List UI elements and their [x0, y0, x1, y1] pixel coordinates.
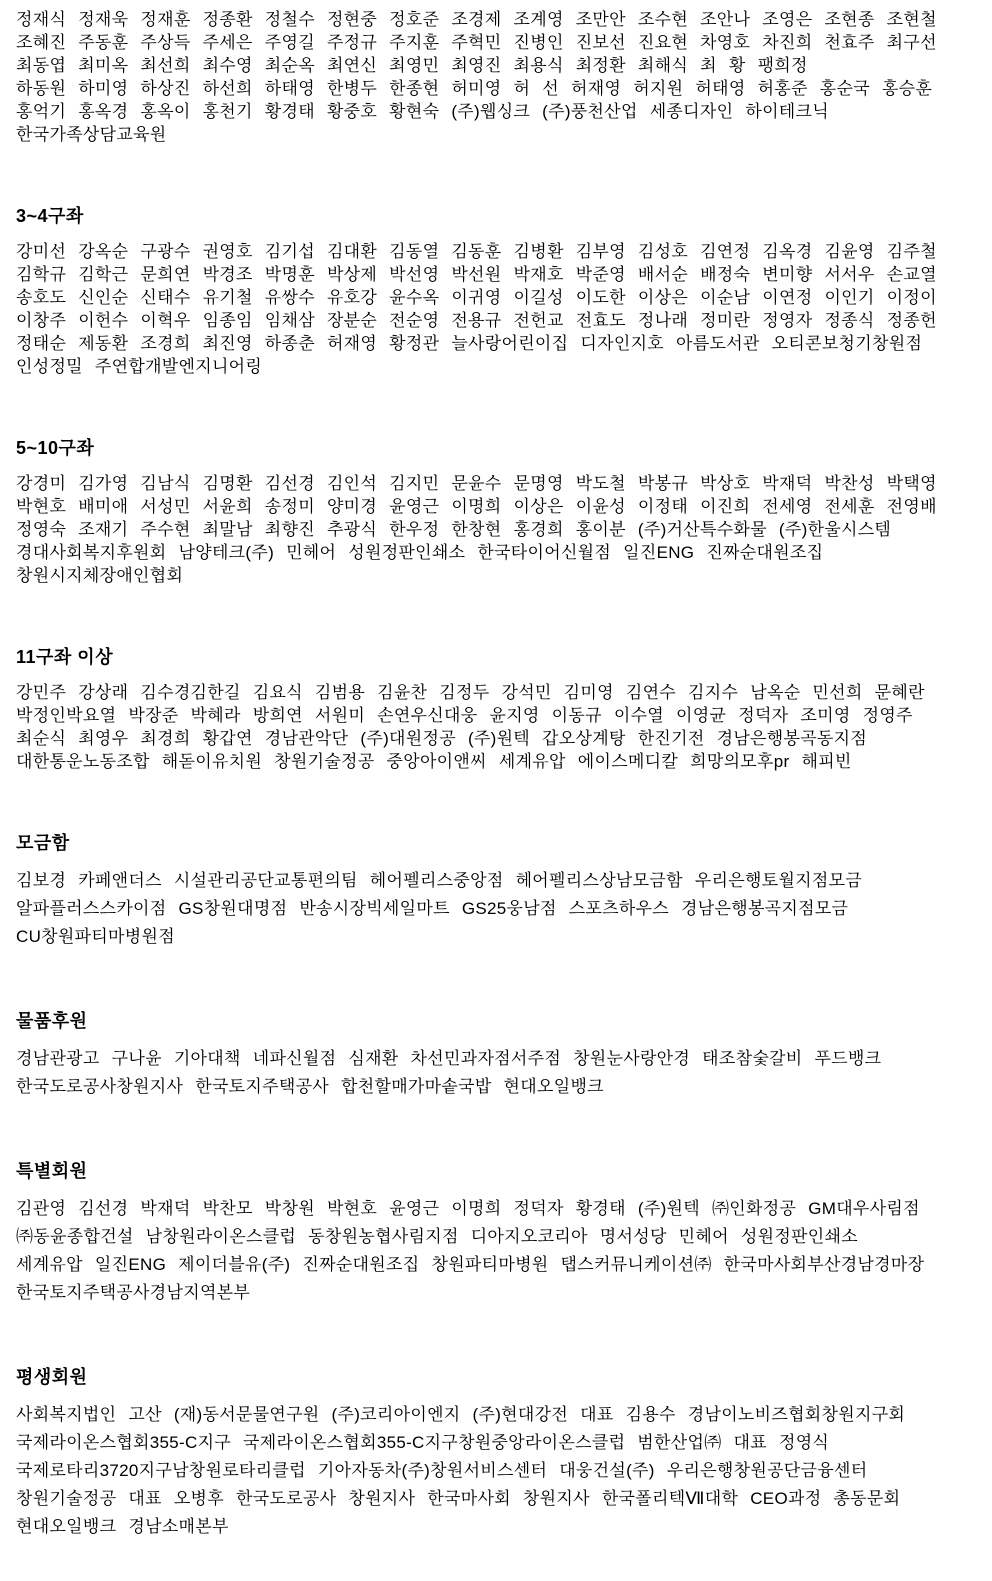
section-3-4-gujwa [16, 202, 982, 378]
donor-line: 사회복지법인 고산 (재)동서문물연구원 (주)코리아이엔지 (주)현대강전 대표 김용수 경남이노비즈협회창원지구회 [16, 1405, 906, 1424]
donor-line: 최순식 최영우 최경희 황갑연 경남관악단 (주)대원정공 (주)원텍 갑오상계탕 한진기전 경남은행봉곡동지점 [16, 729, 868, 748]
donor-line: 홍억기 홍옥경 홍옥이 홍천기 황경태 황중호 황현숙 (주)웹싱크 (주)풍천산업 세종디자인 하이테크닉 [16, 102, 829, 121]
section-heading: 평생회원 [16, 1367, 88, 1387]
donor-line: 박현호 배미애 서성민 서윤희 송정미 양미경 윤영근 이명희 이상은 이윤성 이정태 이진희 전세영 전세훈 전영배 [16, 497, 937, 516]
donor-line: 최동엽 최미옥 최선희 최수영 최순옥 최연신 최영민 최영진 최용식 최정환 최해식 최 황 팽희정 [16, 56, 808, 75]
donor-line: ㈜동윤종합건설 남창원라이온스클럽 동창원농협사림지점 디아지오코리아 명서성당 민헤어 성원정판인쇄소 [16, 1227, 858, 1246]
donor-line: 경대사회복지후원회 남양테크(주) 민헤어 성원정판인쇄소 한국타이어신월점 일진ENG 진짜순대원조집 [16, 543, 824, 562]
donor-line: 창원시지체장애인협회 [16, 566, 184, 585]
donor-line: 한국가족상담교육원 [16, 125, 167, 144]
donor-line: 대한통운노동조합 해돋이유치원 창원기술정공 중앙아이앤씨 세계유압 에이스메디칼 희망의모후pr 해피빈 [16, 752, 852, 771]
section-5-10-gujwa [16, 434, 982, 587]
section-mulpum-huwon [16, 1007, 982, 1101]
section-pyeongsaeng-hoewon [16, 1363, 982, 1541]
donor-line: 박정인박요열 박장준 박혜라 방희연 서원미 손연우신대웅 윤지영 이동규 이수열 이영균 정덕자 조미영 정영주 [16, 706, 913, 725]
donor-line: CU창원파티마병원점 [16, 927, 175, 946]
donor-line: 김보경 카페앤더스 시설관리공단교통편의팀 헤어펠리스중앙점 헤어펠리스상남모금함 우리은행토월지점모금 [16, 871, 863, 890]
donor-line: 한국도로공사창원지사 한국토지주택공사 합천할매가마솥국밥 현대오일뱅크 [16, 1077, 604, 1096]
section-continued-name-list [16, 8, 982, 146]
donor-line: 인성정밀 주연합개발엔지니어링 [16, 357, 263, 376]
donor-line: 정영숙 조재기 주수현 최말남 최향진 추광식 한우정 한창현 홍경희 홍이분 (주)거산특수화물 (주)한울시스템 [16, 520, 892, 539]
donor-line: 국제로타리3720지구남창원로타리클럽 기아자동차(주)창원서비스센터 대웅건설(주) 우리은행창원공단금융센터 [16, 1461, 868, 1480]
section-heading: 3~4구좌 [16, 206, 84, 226]
donor-line: 알파플러스스카이점 GS창원대명점 반송시장빅세일마트 GS25웅남점 스포츠하우스 경남은행봉곡지점모금 [16, 899, 849, 918]
section-heading: 5~10구좌 [16, 438, 95, 458]
section-heading: 특별회원 [16, 1161, 88, 1181]
donor-line: 현대오일뱅크 경남소매본부 [16, 1517, 229, 1536]
donor-line: 강민주 강상래 김수경김한길 김요식 김범용 김윤찬 김정두 강석민 김미영 김연수 김지수 남옥순 민선희 문혜란 [16, 683, 925, 702]
donor-line: 국제라이온스협회355-C지구 국제라이온스협회355-C지구창원중앙라이온스클럽 범한산업㈜ 대표 정영식 [16, 1433, 830, 1452]
section-heading: 물품후원 [16, 1011, 88, 1031]
donor-line: 하동원 하미영 하상진 하선희 하태영 한병두 한종현 허미영 허 선 허재영 허지원 허태영 허홍준 홍순국 홍승훈 [16, 79, 933, 98]
donor-line: 이창주 이헌수 이혁우 임종임 임채삼 장분순 전순영 전용규 전헌교 전효도 정나래 정미란 정영자 정종식 정종헌 [16, 311, 937, 330]
donor-line: 정태순 제동환 조경희 최진영 하종춘 허재영 황정관 늘사랑어린이집 디자인지호 아름도서관 오티콘보청기창원점 [16, 334, 923, 353]
donor-line: 김학규 김학근 문희연 박경조 박명훈 박상제 박선영 박선원 박재호 박준영 배서순 배정숙 변미향 서서우 손교열 [16, 265, 937, 284]
section-mogeumham [16, 829, 982, 951]
donor-line: 세계유압 일진ENG 제이더블유(주) 진짜순대원조집 창원파티마병원 탭스커뮤니케이션㈜ 한국마사회부산경남경마장 [16, 1255, 925, 1274]
donor-line: 김관영 김선경 박재덕 박찬모 박창원 박현호 윤영근 이명희 정덕자 황경태 (주)원텍 ㈜인화정공 GM대우사림점 [16, 1199, 920, 1218]
section-heading: 모금함 [16, 833, 70, 853]
section-teukbyeol-hoewon [16, 1157, 982, 1307]
donor-line: 강미선 강옥순 구광수 권영호 김기섭 김대환 김동열 김동훈 김병환 김부영 김성호 김연정 김옥경 김윤영 김주철 [16, 242, 937, 261]
section-heading: 11구좌 이상 [16, 647, 114, 667]
donor-line: 송호도 신인순 신태수 유기철 유쌍수 유호강 윤수옥 이귀영 이길성 이도한 이상은 이순남 이연정 이인기 이정이 [16, 288, 937, 307]
donor-line: 강경미 김가영 김남식 김명환 김선경 김인석 김지민 문윤수 문명영 박도철 박봉규 박상호 박재덕 박찬성 박택영 [16, 474, 937, 493]
donor-line: 한국토지주택공사경남지역본부 [16, 1283, 251, 1302]
donor-line: 창원기술정공 대표 오병후 한국도로공사 창원지사 한국마사회 창원지사 한국폴리텍Ⅶ대학 CEO과정 총동문회 [16, 1489, 901, 1508]
donor-line: 조혜진 주동훈 주상득 주세은 주영길 주정규 주지훈 주혁민 진병인 진보선 진요현 차영호 차진희 천효주 최구선 [16, 33, 937, 52]
donor-line: 경남관광고 구나윤 기아대책 네파신월점 심재환 차선민과자점서주점 창원눈사랑안경 태조참숯갈비 푸드뱅크 [16, 1049, 882, 1068]
section-11-gujwa-isang [16, 643, 982, 773]
donor-line: 정재식 정재욱 정재훈 정종환 정철수 정현중 정호준 조경제 조계영 조만안 조수현 조안나 조영은 조현종 조현철 [16, 10, 937, 29]
